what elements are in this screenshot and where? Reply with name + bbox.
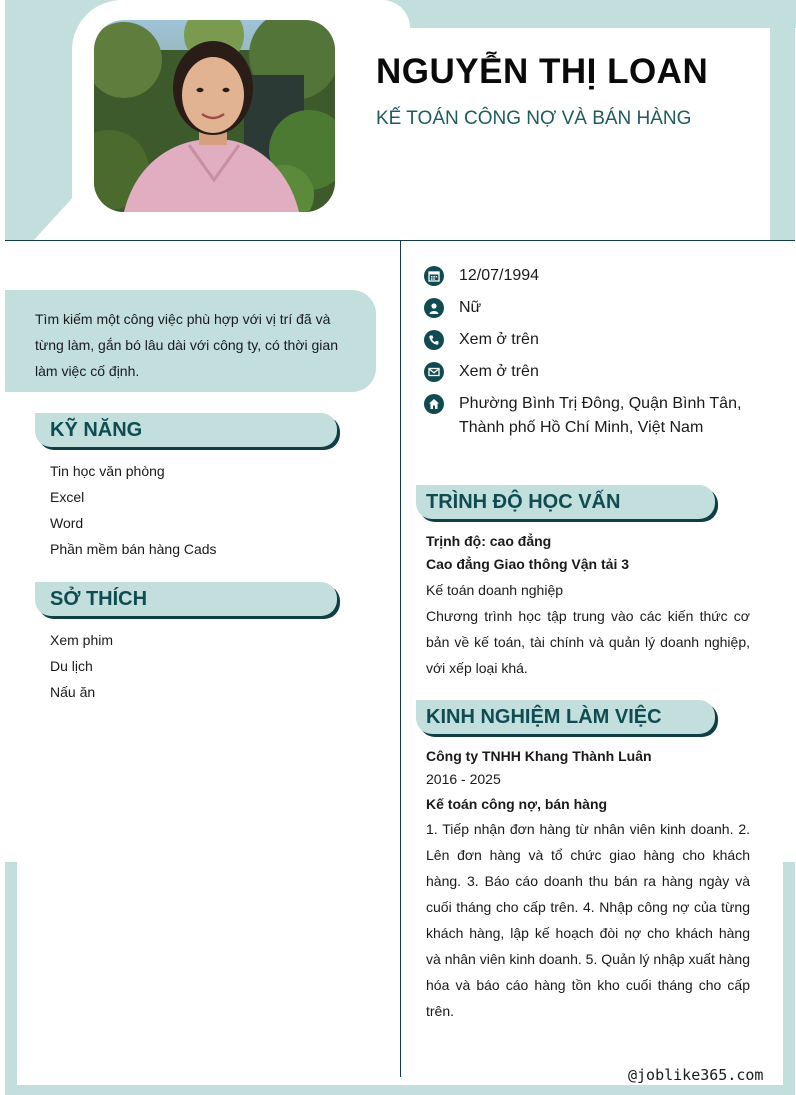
home-icon bbox=[424, 394, 444, 414]
list-item: Word bbox=[50, 515, 84, 531]
calendar-icon bbox=[424, 266, 444, 286]
address-value: Phường Bình Trị Đông, Quận Bình Tân, Thành phố Hồ Chí Minh, Việt Nam bbox=[459, 395, 742, 436]
skills-list bbox=[50, 458, 217, 562]
list-item: Excel bbox=[50, 489, 85, 505]
list-item: Xem phim bbox=[50, 632, 114, 648]
contact-email bbox=[424, 360, 764, 384]
experience-position: Kế toán công nợ, bán hàng bbox=[426, 796, 608, 812]
education-school: Cao đẳng Giao thông Vận tải 3 bbox=[426, 556, 630, 572]
skills-heading: KỸ NĂNG bbox=[35, 413, 337, 447]
experience-company: Công ty TNHH Khang Thành Luân bbox=[426, 748, 652, 764]
list-item: Tin học văn phòng bbox=[50, 463, 165, 479]
list-item: Du lịch bbox=[50, 658, 93, 674]
experience-period: 2016 - 2025 bbox=[426, 771, 501, 787]
contact-phone bbox=[424, 328, 764, 352]
watermark: @joblike365.com bbox=[628, 1066, 764, 1084]
career-objective: Tìm kiếm một công việc phù hợp với vị trí đã và từng làm, gắn bó lâu dài với công ty, có thời gian làm việc cố định. bbox=[5, 290, 376, 392]
contact-address bbox=[424, 392, 764, 440]
list-item: Phần mềm bán hàng Cads bbox=[50, 541, 217, 557]
phone-icon bbox=[424, 330, 444, 350]
contact-info bbox=[424, 264, 764, 448]
gender-value: Nữ bbox=[459, 299, 482, 316]
hobbies-list bbox=[50, 627, 113, 705]
job-title: KẾ TOÁN CÔNG NỢ VÀ BÁN HÀNG bbox=[376, 108, 692, 129]
profile-photo bbox=[94, 20, 335, 212]
education-description: Chương trình học tập trung vào các kiến thức cơ bản về kế toán, tài chính và quản lý doanh nghiệp, với xếp loại khá. bbox=[426, 608, 750, 676]
column-divider bbox=[400, 241, 401, 1077]
experience-description: 1. Tiếp nhận đơn hàng từ nhân viên kinh doanh. 2. Lên đơn hàng và tổ chức giao hàng cho khách hàng. 3. Báo cáo doanh thu bán ra hàng ngày và cuối tháng cho cấp trên. 4. Nhập công nợ của từng khách hàng, lập kế hoạch đòi nợ cho khách hàng và nhân viên kinh doanh. 5. Quản lý nhập xuất hàng hóa và báo cáo hàng tồn kho cuối tháng cho cấp trên. bbox=[426, 821, 750, 1019]
education-heading: TRÌNH ĐỘ HỌC VẤN bbox=[416, 485, 715, 519]
candidate-name: NGUYỄN THỊ LOAN bbox=[376, 52, 709, 91]
list-item: Nấu ăn bbox=[50, 684, 96, 700]
hobbies-heading: SỞ THÍCH bbox=[35, 582, 337, 616]
header-diagonal-accent bbox=[5, 195, 75, 241]
experience-heading: KINH NGHIỆM LÀM VIỆC bbox=[416, 700, 715, 734]
phone-value: Xem ở trên bbox=[459, 331, 539, 348]
experience-section bbox=[426, 745, 750, 1024]
contact-gender bbox=[424, 296, 764, 320]
education-section bbox=[426, 530, 750, 681]
birthday-value: 12/07/1994 bbox=[459, 267, 540, 284]
header-corner-accent bbox=[366, 0, 796, 28]
education-level: Trịnh độ: cao đẳng bbox=[426, 533, 552, 549]
envelope-icon bbox=[424, 362, 444, 382]
contact-birthday bbox=[424, 264, 764, 288]
email-value: Xem ở trên bbox=[459, 363, 539, 380]
header-photo-tab bbox=[330, 0, 410, 28]
person-icon bbox=[424, 298, 444, 318]
education-major: Kế toán doanh nghiệp bbox=[426, 582, 564, 598]
